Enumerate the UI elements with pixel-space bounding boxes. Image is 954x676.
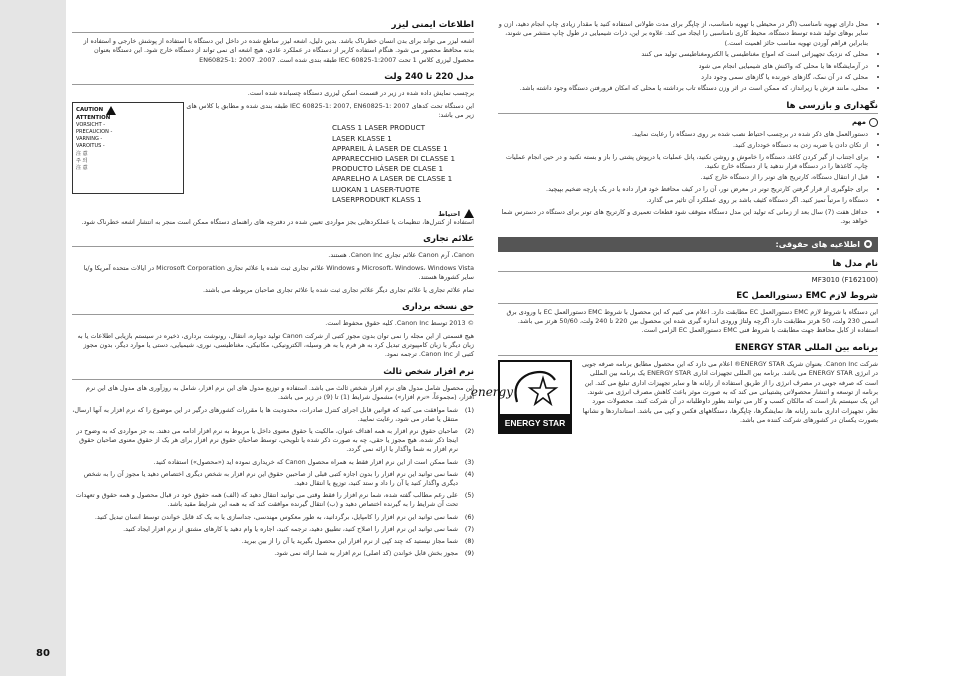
laser-class-item: APPARECCHIO LASER DI CLASSE 1 bbox=[332, 154, 456, 164]
fig-vorsicht: VORSICHT - bbox=[76, 121, 106, 128]
copyright-heading: حق نسخه برداری bbox=[72, 302, 474, 315]
list-item bbox=[72, 491, 474, 509]
item-text: صاحبان حقوق نرم افزار به همه اهداف عنوان، مالکیت یا حقوق معنوی داخل یا مربوط به نرم افزار ادامه می دهند. به جز مواردی که به وضوح در اینجا ذکر شده، هیچ مجوز یا حقی، چه به صورت ذکر شده یا تلویحی، توسط صاحبان حقوق نرم افزار برای هر یک از حقوق معنوی صاحبان حقوق نرم افزار به شما واگذار یا ارائه نمی گردد. bbox=[76, 426, 458, 454]
important-subheading bbox=[498, 118, 878, 127]
label-note: این دستگاه تحت کدهای IEC 60825-1: 2007, EN60825-1: 2007 طبقه بندی شده و مطابق با کلاس های زیر می باشد: bbox=[186, 101, 474, 120]
laser-class-item: APARELHO A LASER DE CLASSE 1 bbox=[332, 174, 453, 184]
fig-varning: VARNING - bbox=[76, 136, 103, 143]
item-number: (3) bbox=[464, 457, 474, 466]
laser-class-item: APPAREIL À LASER DE CLASSE 1 bbox=[332, 143, 448, 153]
left-column bbox=[72, 20, 474, 561]
emc-text: این دستگاه با شروط لازم EMC دستورالعمل EC مطابقت دارد. اعلام می کنیم که این محصول با شروط EMC دستورالعمل EC با ورودی برق اسمی 230 ولت، 50 هرتز مطابقت دارد اگرچه ولتاژ ورودی اندازه گیری شده این محصول بین 220 تا 240 ولت، 50/60 هرتز می باشد. استفاده از کابل محافظ جهت مطابقت با شروط فنی EMC دستورالعمل EC الزامی است. bbox=[506, 307, 878, 335]
laser-class-item: LUOKAN 1 LASER-TUOTE bbox=[332, 184, 420, 194]
emc-heading: شروط لازم EMC دستورالعمل EC bbox=[498, 291, 878, 304]
trademarks-p2: Microsoft، Windows، Windows Vista و Windows علائم تجاری ثبت شده یا علائم تجاری Microsoft Corporation در ایالات متحده آمریکا و/یا سایر کشورها هستند. bbox=[83, 263, 474, 282]
fig-varoitus: VAROITUS - bbox=[76, 143, 105, 150]
list-item: • برای اجتناب از گیر کردن کاغذ، دستگاه را خاموش و روشن نکنید، پانل عملیات یا درپوش پشتی را باز و بسته نکنید و در حین انجام عملیات چاپ، کاغذها را در دستگاه قرار ندهید یا از دستگاه خارج نکنید. bbox=[498, 153, 868, 172]
laser-caution-label-figure bbox=[72, 102, 184, 194]
item-number: (9) bbox=[464, 549, 474, 558]
fig-attention: ATTENTION bbox=[76, 114, 111, 121]
right-column bbox=[470, 20, 878, 434]
laser-class-item: CLASS 1 LASER PRODUCT bbox=[332, 123, 426, 133]
model-names-heading: نام مدل ها bbox=[498, 259, 878, 272]
info-icon bbox=[864, 240, 872, 248]
list-item bbox=[72, 406, 474, 424]
copyright-p2: هیچ قسمتی از این مجله را نمی توان بدون مجوز کتبی از شرکت Canon تولید دوباره، انتقال، رونوشت برداری، ذخیره در سیستم بازیابی اطلاعات یا به زبان دیگر یا زبان کامپیوتری تبدیل کرد به هر فرم یا به هر وسیله، الکترونیکی، مکانیکی، مغناطیسی، نوری، شیمیایی، دستی یا موارد دیگر، بدون مجوز کتبی از Canon Inc. ترجمه نمود. bbox=[77, 331, 474, 359]
list-item: • برای جلوگیری از قرار گرفتن کارتریج تونر در معرض نور، آن را در کیف محافظ خود قرار داده یا در یک پارچه ضخیم بپیچید. bbox=[498, 185, 868, 194]
label-intro: برچسب نمایش داده شده در زیر در قسمت اسکن لیزری دستگاه چسبانده شده است. bbox=[247, 89, 474, 98]
trademarks-p1: Canon، آرم Canon علائم تجاری Canon Inc. هستند. bbox=[328, 251, 474, 260]
list-item bbox=[72, 470, 474, 488]
important-label: مهم bbox=[851, 118, 866, 127]
legal-notices-title: اطلاعیه های حقوقی: bbox=[775, 239, 860, 249]
list-item: • محلی که در آن نمک، گازهای خورنده یا گازهای سمی وجود دارد bbox=[498, 73, 868, 82]
laser-class-item: PRODUCTO LÁSER DE CLASE 1 bbox=[332, 164, 444, 174]
item-number: (8) bbox=[464, 536, 474, 545]
list-item bbox=[72, 549, 474, 558]
laser-warning-icon bbox=[106, 106, 116, 115]
third-party-intro: این محصول شامل مدول های نرم افزار شخص ثالث می باشد. استفاده و توزیع مدول های این نرم افزار، شامل به روزآوری های مدول های این نرم افزار، (مجموعاً، «نرم افزار») مشمول شرایط (1) تا (9) در زیر می باشد. bbox=[85, 383, 474, 402]
energy-star-heading: برنامه بین المللی ENERGY STAR bbox=[498, 343, 878, 356]
list-item bbox=[72, 525, 474, 534]
fig-cjk-3: 注 意 bbox=[76, 165, 88, 172]
list-item: • دستگاه را مرتباً تمیز کنید. اگر دستگاه کثیف باشد بر روی عملکرد آن تاثیر می گذارد. bbox=[498, 196, 868, 205]
list-item: • قبل از انتقال دستگاه، کارتریج های تونر را از دستگاه خارج کنید. bbox=[498, 173, 868, 182]
list-item bbox=[72, 537, 474, 546]
list-item: • از تکان دادن یا ضربه زدن به دستگاه خودداری کنید. bbox=[498, 141, 868, 150]
item-text: علی رغم مطالب گفته شده، شما نرم افزار را فقط وقتی می توانید انتقال دهید که (الف) همه حقوق خود در قبال محصول و همه حقوق و تعهدات تحت آن شرایط را به گیرنده اختصاص دهید و (ب) انتقال گیرنده موافقت کند که به همه این شرایط مقید باشد. bbox=[75, 491, 458, 509]
model-name: MF3010 (F162100) bbox=[811, 275, 878, 284]
list-item: • محل دارای تهویه نامناسب (اگر در محیطی با تهویه نامناسب، از چاپگر برای مدت طولانی استفاده کنید یا مقدار زیادی چاپ انجام دهید، ازن و سایر بوهای تولید شده توسط دستگاه، محیط کاری نامناسبی را ایجاد می کند. علاوه بر این، ذرات شیمیایی در طول چاپ منتشر می شوند، بنابراین فراهم آوردن تهویه مناسب حائز اهمیت است.) bbox=[498, 20, 868, 48]
third-party-heading: نرم افزار شخص ثالث bbox=[72, 367, 474, 380]
third-party-conditions bbox=[72, 406, 474, 559]
fig-precaucion: PRECAUCION - bbox=[76, 129, 113, 136]
item-number: (7) bbox=[464, 524, 474, 533]
laser-safety-heading: اطلاعات ایمنی لیزر bbox=[72, 20, 474, 33]
energy-star-text: شرکت Canon Inc. بعنوان شریک ENERGY STAR® اعلام می دارد که این محصول مطابق برنامه صرفه جویی در انرژی ENERGY STAR می باشد. برنامه بین المللی تجهیزات اداری ENERGY STAR یک برنامه بین المللی است که صرفه جویی در مصرف انرژی را از طریق استفاده از رایانه ها و سایر تجهیزات اداری تبلیغ می کند. این برنامه از توسعه و انتشار محصولاتی پشتیبانی می کند که به صورت موثر باعث کاهش مصرف انرژی می شوند. این یک سیستم باز است که مالکان کسب و کار می توانند بطور داوطلبانه در آن شرکت کنند. محصولات مورد نظر، تجهیزات اداری مانند رایانه ها، نمایشگرها، چاپگرها، دستگاههای فکس و کپی می باشد. استانداردها و نشانها بصورت یکسان در کشورهای شرکت کننده می باشد. bbox=[581, 359, 878, 425]
energy-star-logo-text: ENERGY STAR bbox=[500, 414, 570, 432]
energy-star-logo bbox=[470, 360, 572, 434]
item-text: مجوز بخش قابل خواندن (کد اصلی) نرم افزار به شما ارائه نمی شود. bbox=[274, 549, 458, 558]
laser-class-list bbox=[184, 123, 474, 205]
warning-title: احتیاط bbox=[438, 209, 460, 218]
list-item bbox=[72, 458, 474, 467]
laser-class-item: LASERPRODUKT KLASS 1 bbox=[332, 194, 422, 204]
list-item: • دستورالعمل های ذکر شده در برچسب احتیاط نصب شده بر روی دستگاه را رعایت نمایید. bbox=[498, 130, 868, 139]
item-number: (2) bbox=[464, 426, 474, 435]
energy-star-block bbox=[470, 359, 878, 434]
item-number: (4) bbox=[464, 469, 474, 478]
warning-triangle-icon bbox=[464, 209, 474, 218]
fig-cjk-2: 주 의 bbox=[76, 157, 88, 164]
item-number: (6) bbox=[464, 512, 474, 521]
list-item bbox=[72, 427, 474, 455]
page-number: 80 bbox=[36, 648, 50, 659]
svg-text:energy: energy bbox=[470, 384, 513, 399]
item-number: (5) bbox=[464, 491, 474, 500]
fig-cjk-1: 注 意 bbox=[76, 150, 88, 157]
laser-label-block bbox=[72, 102, 474, 205]
important-icon bbox=[869, 118, 878, 127]
page-margin-bar bbox=[0, 0, 66, 676]
item-text: شما نمی توانید این نرم افزار را بدون اجازه کتبی قبلی از صاحبین حقوق این نرم افزار به شخص دیگری اختصاص دهید یا مجوز آن را به شخص دیگری واگذار کنید یا آن را داد و ستد کنید، توزیع یا انتقال دهید. bbox=[83, 469, 458, 487]
maintenance-bullets bbox=[498, 130, 878, 227]
laser-class-item: LASER KLASSE 1 bbox=[332, 133, 392, 143]
list-item: • محلی، مانند فرش یا زیرانداز، که ممکن است در اثر وزن دستگاه تاب برداشته یا محلی که امکان فرورفتن دستگاه وجود داشته باشد. bbox=[498, 84, 868, 93]
list-item: • در آزمایشگاه ها یا محلی که واکنش های شیمیایی انجام می شود bbox=[498, 62, 868, 71]
laser-safety-body: اشعه لیزر می تواند برای بدن انسان خطرناک باشد. بدین دلیل، اشعه لیزر ساطع شده در داخل این دستگاه با استفاده از پوشش خارجی و استفاده از بدنه محافظ محصور می شود. هنگام استفاده کاربر از دستگاه در عملکرد عادی، هیچ اشعه ای نمی تواند از دستگاه خارج شود. این دستگاه بعنوان محصول لیزری کلاس 1 تحت IEC 60825-1:2007 طبقه بندی شده است. EN60825-1: 2007 .2007 bbox=[83, 37, 474, 64]
fig-caution: CAUTION bbox=[76, 106, 104, 113]
trademarks-p3: تمام علائم تجاری یا علائم تجاری دیگر علائم تجاری ثبت شده یا علائم تجاری صاحبان مربوطه می باشند. bbox=[202, 285, 474, 294]
environment-bullets bbox=[498, 20, 878, 94]
model-220-heading: مدل 220 تا 240 ولت bbox=[72, 72, 474, 85]
legal-notices-band bbox=[498, 237, 878, 252]
item-text: شما موافقت می کنید که قوانین قابل اجرای کنترل صادرات، محدودیت ها یا مقررات کشورهای درگیر در این موضوع را که نرم افزار به آنها ارسال، منتقل یا صادر می شود، رعایت نمایید. bbox=[72, 405, 458, 423]
item-text: شما ممکن است از این نرم افزار فقط به همراه محصول Canon که خریداری نموده اید («محصول») استفاده کنید. bbox=[153, 457, 458, 466]
list-item bbox=[72, 513, 474, 522]
item-number: (1) bbox=[464, 405, 474, 414]
list-item: • محلی که نزدیک تجهیزاتی است که امواج مغناطیسی یا الکترومغناطیسی تولید می کنند bbox=[498, 50, 868, 59]
list-item: • حداقل هفت (7) سال بعد از زمانی که تولید این مدل دستگاه متوقف شود قطعات تعمیری و کارتریج های تونر برای دستگاه در دسترس شما خواهد بود. bbox=[498, 208, 868, 227]
maintenance-heading: نگهداری و بازرسی ها bbox=[498, 101, 878, 114]
item-text: شما نمی توانید این نرم افزار را کامپایل، برگردانید، به طور معکوس مهندسی، جداسازی یا به یک کد قابل خواندن توسط انسان تبدیل کنید. bbox=[94, 512, 458, 521]
warning-text: استفاده از کنترل‌ها، تنظیمات یا عملکردهایی بجز مواردی تعیین شده در دفترچه های راهنمای دستگاه ممکن است منجر به انتشار اشعه خطرناک شود. bbox=[81, 218, 474, 227]
trademarks-heading: علائم تجاری bbox=[72, 234, 474, 247]
item-text: شما نمی توانید این نرم افزار را اصلاح کنید، تطبیق دهید، ترجمه کنید، اجاره یا وام دهید یا کارهای مشتق از نرم افزار ایجاد کنید. bbox=[123, 524, 458, 533]
warning-heading bbox=[72, 209, 474, 218]
copyright-p1: © 2013 توسط Canon Inc. کلیه حقوق محفوظ است. bbox=[325, 319, 474, 328]
energy-star-icon bbox=[470, 362, 570, 414]
item-text: شما مجاز نیستید که چند کپی از نرم افزار این محصول بگیرید یا آن را از بین ببرید. bbox=[241, 536, 458, 545]
